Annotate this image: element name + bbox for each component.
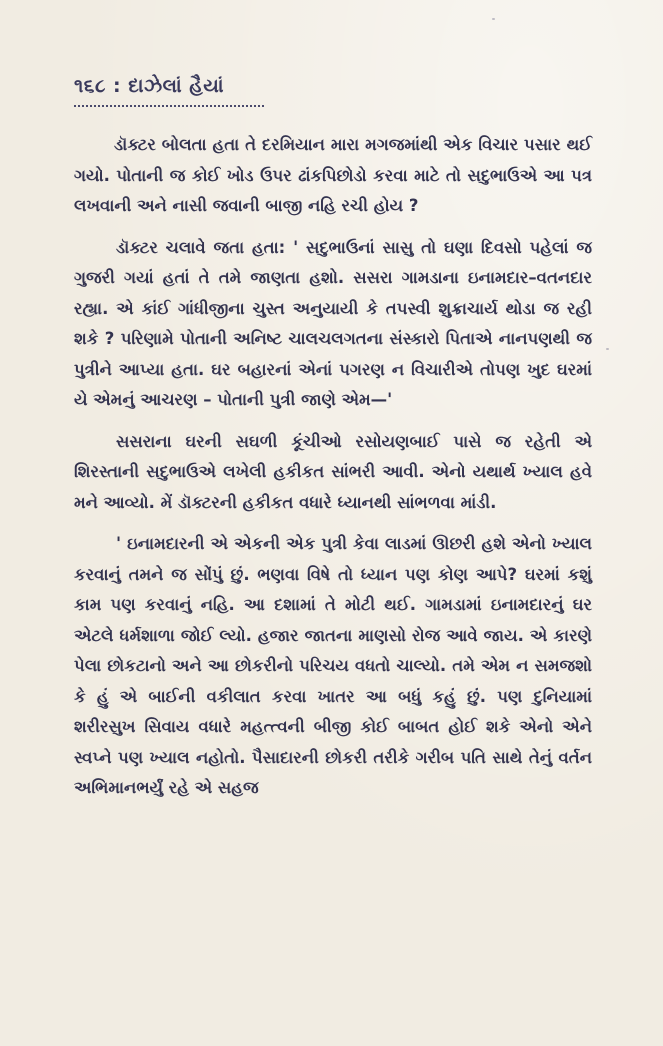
body-text [74,130,592,815]
paragraph-1: ડૉક્ટર બોલતા હતા તે દરમિયાન મારા મગજમાંથી એક વિચાર પસાર થઈ ગયો. પોતાની જ કોઈ ખોડ ઉપર ઢાંકપિછોડો કરવા માટે તો સદુભાઉએ આ પત્ર લખવાની અને નાસી જવાની બાજી નહિ રચી હોય ? [74,135,592,215]
paper-speck [492,18,495,20]
running-header [74,75,264,107]
paragraph-2: ડૉક્ટર ચલાવે જતા હતા: ' સદુભાઉનાં સાસુ તો ઘણા દિવસો પહેલાં જ ગુજરી ગયાં હતાં તે તમે જાણતા હશો. સસરા ગામડાના ઇનામદાર–વતનદાર રહ્યા. એ કાંઈ ગાંધીજીના ચુસ્ત અનુયાયી કે તપસ્વી શુક્રાચાર્ય થોડા જ રહી શકે ? પરિણામે પોતાની અનિષ્ટ ચાલચલગતના સંસ્કારો પિતાએ નાનપણથી જ પુત્રીને આપ્યા હતા. ઘર બહારનાં એનાં પગરણ ન વિચારીએ તોપણ ખુદ ઘરમાં યે એમનું આચરણ – પોતાની પુત્રી જાણે એમ—' [74,237,592,409]
header-underline-ornament [74,100,264,107]
paragraph-3: સસરાના ઘરની સઘળી કૂંચીઓ રસોયણબાઈ પાસે જ રહેતી એ શિરસ્તાની સદુભાઉએ લખેલી હકીકત સાંભરી આવી. એનો યથાર્થ ખ્યાલ હવે મને આવ્યો. મેં ડૉક્ટરની હકીકત વધારે ધ્યાનથી સાંભળવા માંડી. [74,431,592,512]
paragraph-4: ' ઇનામદારની એ એકની એક પુત્રી કેવા લાડમાં ઊછરી હશે એનો ખ્યાલ કરવાનું તમને જ સોંપું છું. ભણવા વિષે તો ધ્યાન પણ કોણ આપે? ઘરમાં કશું કામ પણ કરવાનું નહિ. આ દશામાં તે મોટી થઈ. ગામડામાં ઇનામદારનું ઘર એટલે ધર્મશાળા જોઈ લ્યો. હજાર જાતના માણસો રોજ આવે જાય. એ કારણે પેલા છોકટાનો અને આ છોકરીનો પરિચય વધતો ચાલ્યો. તમે એમ ન સમજશો કે હું એ બાઈની વકીલાત કરવા ખાતર આ બધું કહું છું. પણ દુનિયામાં શરીરસુખ સિવાય વધારે મહત્ત્વની બીજી કોઈ બાબત હોઈ શકે એનો એને સ્વપ્ને પણ ખ્યાલ નહોતો. પૈસાદારની છોકરી તરીકે ગરીબ પતિ સાથે તેનું વર્તન અભિમાનભર્યું રહે એ સહજ [74,534,592,797]
paper-speck [606,348,609,350]
page-header-title: ૧૬૮ : દાઝેલાં હૈયાં [74,75,224,97]
